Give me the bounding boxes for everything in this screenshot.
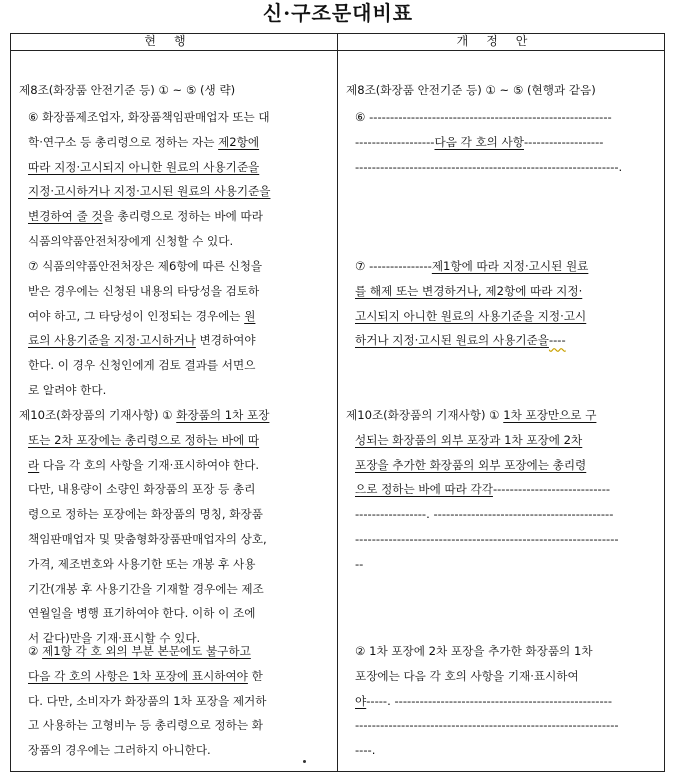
left-para6 (28, 105, 270, 254)
left-p7-line: 한다. 이 경우 신청인에게 검토 결과를 서면으 (28, 358, 256, 373)
left-art10-p2-line: 다음 각 호의 사항은 1차 포장에 표시하여야 한 (28, 668, 263, 683)
right-p7-line: 하거나 지정·고시된 원료의 사용기준을---- (355, 333, 566, 348)
right-art10-line: -- (355, 556, 364, 571)
right-art10-p2-line: ----. (355, 743, 376, 758)
left-para7 (28, 254, 262, 403)
left-p7-line: ⑦ 식품의약품안전처장은 제6항에 따른 신청을 (28, 259, 263, 273)
right-art10-p2-line: 야-----. ---------------------------------------------------- (355, 693, 613, 708)
left-art10-line: 연월일을 병행 표기하여야 한다. 이하 이 조에 (28, 606, 256, 621)
comparison-table (10, 33, 665, 772)
left-p7-line: 받은 경우에는 신청된 내용의 타당성을 검토하 (28, 283, 260, 298)
left-p7-line: 여야 하고, 그 타당성이 인정되는 경우에는 원 (28, 308, 256, 323)
left-p6-line: 지정·고시하거나 지정·고시된 원료의 사용기준을 (28, 184, 271, 199)
right-art10-p2-line: ② 1차 포장에 2차 포장을 추가한 화장품의 1차 (355, 644, 593, 658)
right-art10-line: 포장을 추가한 화장품의 외부 포장에는 총리령 (355, 457, 587, 472)
left-p6-line: 변경하여 줄 것을 총리령으로 정하는 바에 따라 (28, 209, 263, 224)
right-p7-line: ⑦ ---------------제1항에 따라 지정·고시된 원료 (355, 259, 589, 273)
right-art8-head: 제8조(화장품 안전기준 등) ① ~ ⑤ (현행과 같음) (346, 83, 596, 97)
right-art10-p2-line: 포장에는 다음 각 호의 사항을 기재·표시하여 (355, 668, 579, 683)
right-art10-line: -----------------. ------------------------------------------- (355, 507, 614, 522)
left-art10-line: 제10조(화장품의 기재사항) ① 화장품의 1차 포장 (19, 408, 270, 422)
right-art10-line: 제10조(화장품의 기재사항) ① 1차 포장만으로 구 (346, 408, 597, 422)
right-art10-line: --------------------------------------------------------------- (355, 531, 619, 546)
left-art10-line: 서 같다)만을 기재·표시할 수 있다. (28, 631, 201, 646)
amended-text-cell (338, 51, 665, 772)
right-p7-line: 를 해제 또는 변경하거나, 제2항에 따라 지정· (355, 283, 583, 298)
right-p6-line: ⑥ ---------------------------------------------------------- (355, 110, 612, 124)
left-art10-line: 라 다음 각 호의 사항을 기재·표시하여야 한다. (28, 457, 260, 472)
left-p6-line: 학·연구소 등 총리령으로 정하는 자는 제2항에 (28, 134, 260, 149)
left-art10-p2-line: 고 사용하는 고형비누 등 총리령으로 정하는 화 (28, 718, 263, 733)
left-art10-para2 (28, 639, 266, 763)
right-art10-line: 으로 정하는 바에 따라 각각---------------------------- (355, 482, 611, 497)
left-p7-line: 료의 사용기준을 지정·고시하거나 변경하여야 (28, 333, 256, 348)
left-art10-p2-line: ② 제1항 각 호 외의 부분 본문에도 불구하고 (28, 644, 251, 658)
left-art10-line: 또는 2차 포장에는 총리령으로 정하는 바에 따 (28, 432, 260, 447)
table-body-row (11, 51, 665, 772)
right-p6-line: -------------------다음 각 호의 사항------------------- (355, 134, 604, 149)
left-art10-line: 다만, 내용량이 소량인 화장품의 포장 등 총리 (28, 482, 256, 497)
right-para7 (355, 254, 588, 353)
left-p6-line: ⑥ 화장품제조업자, 화장품책임판매업자 또는 대 (28, 110, 270, 124)
right-art10-p2-line: --------------------------------------------------------------- (355, 718, 619, 733)
right-p6-line: ---------------------------------------------------------------. (355, 159, 623, 174)
right-art10 (346, 403, 619, 577)
left-art10-line: 책임판매업자 및 맞춤형화장품판매업자의 상호, (28, 531, 267, 546)
left-art10-line: 기간(개봉 후 사용기간을 기재할 경우에는 제조 (28, 581, 264, 596)
header-current: 현행 (11, 34, 338, 51)
right-p7-line: 고시되지 아니한 원료의 사용기준을 지정·고시 (355, 308, 587, 323)
table-header-row (11, 34, 665, 51)
left-art10-p2-line: 다. 다만, 소비자가 화장품의 1차 포장을 제거하 (28, 693, 267, 708)
document-title: 신·구조문대비표 (262, 1, 414, 25)
left-p7-line: 로 알려야 한다. (28, 382, 107, 397)
left-art8-head: 제8조(화장품 안전기준 등) ① ~ ⑤ (생 략) (19, 83, 236, 97)
left-art10-line: 령으로 정하는 포장에는 화장품의 명칭, 화장품 (28, 507, 263, 522)
left-art10-line: 가격, 제조번호와 사용기한 또는 개봉 후 사용 (28, 556, 256, 571)
header-amended: 개정안 (338, 34, 665, 51)
left-p6-line: 식품의약품안전처장에게 신청할 수 있다. (28, 233, 234, 248)
left-art10 (19, 403, 269, 651)
page-marker-dot (303, 760, 306, 763)
current-text-cell (11, 51, 338, 772)
left-art10-p2-line: 장품의 경우에는 그러하지 아니한다. (28, 743, 211, 758)
right-art10-para2 (355, 639, 619, 763)
right-art10-line: 성되는 화장품의 외부 포장과 1차 포장에 2차 (355, 432, 583, 447)
right-para6 (355, 105, 622, 179)
left-p6-line: 따라 지정·고시되지 아니한 원료의 사용기준을 (28, 159, 260, 174)
